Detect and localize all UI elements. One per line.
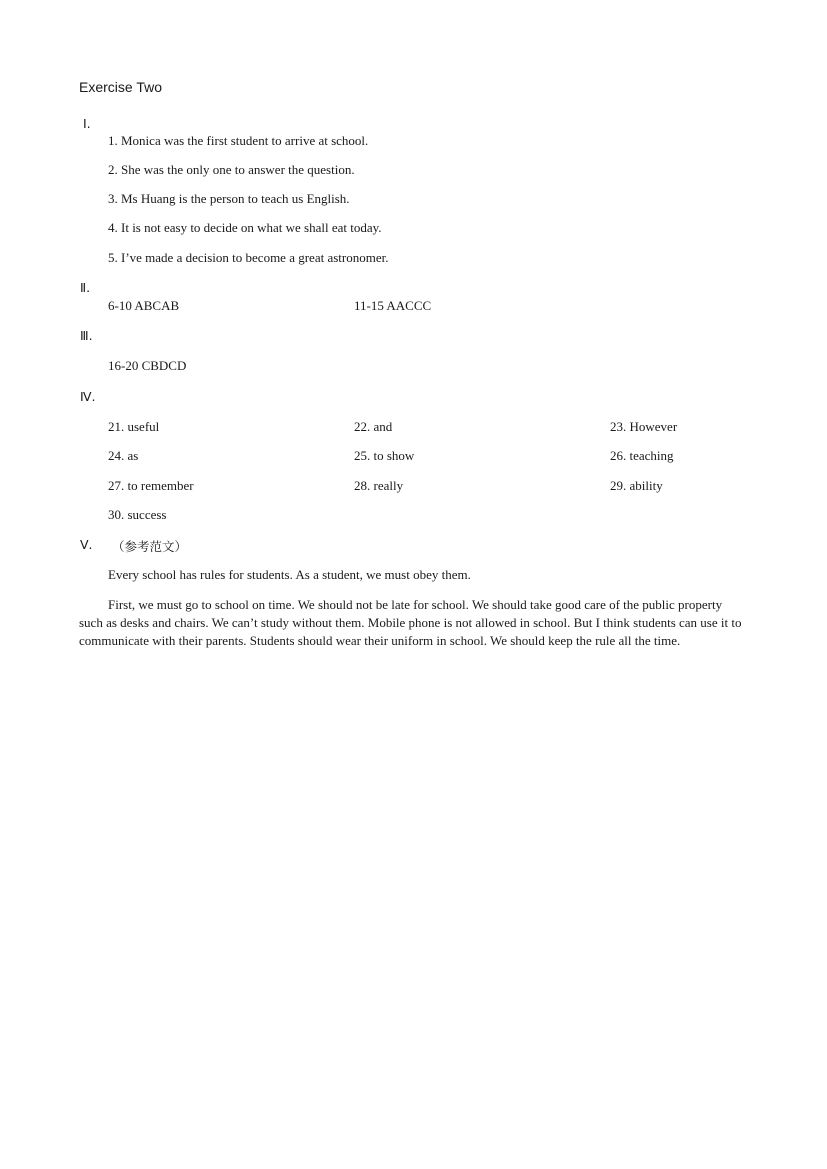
section-4-heading: Ⅳ. [80, 389, 96, 404]
section-5-note: （参考范文） [112, 539, 188, 554]
document-title: Exercise Two [79, 79, 162, 95]
section-4-answer: 22. and [354, 419, 393, 434]
section-4-answer: 24. as [108, 448, 139, 463]
section-2-answer: 6-10 ABCAB [108, 298, 180, 313]
section-4-answer: 30. success [108, 507, 167, 522]
section-1-item: 4. It is not easy to decide on what we shall eat today. [108, 220, 382, 235]
essay-paragraph: Every school has rules for students. As a student, we must obey them. [108, 567, 471, 582]
section-3-answer: 16-20 CBDCD [108, 358, 187, 373]
essay-paragraph: First, we must go to school on time. We should not be late for school. We should take good care of the public property such as desks and chairs. We can’t study without them. Mobile phone is not allowed in school. But I think students can use it to communicate with their parents. Students should wear their uniform in school. We should keep the rule all the time. [79, 597, 742, 648]
section-3-heading: Ⅲ. [80, 328, 93, 343]
section-5-heading: Ⅴ. [80, 537, 93, 552]
section-2-answer: 11-15 AACCC [354, 298, 432, 313]
section-1-item: 1. Monica was the first student to arrive at school. [108, 133, 369, 148]
section-1-item: 3. Ms Huang is the person to teach us English. [108, 191, 350, 206]
section-4-answer: 23. However [610, 419, 678, 434]
section-4-answer: 21. useful [108, 419, 160, 434]
section-4-answer: 29. ability [610, 478, 663, 493]
section-4-answer: 27. to remember [108, 478, 194, 493]
section-1-heading: Ⅰ. [83, 116, 91, 131]
section-1-item: 2. She was the only one to answer the question. [108, 162, 355, 177]
section-4-answer: 25. to show [354, 448, 415, 463]
section-4-answer: 28. really [354, 478, 404, 493]
section-4-answer: 26. teaching [610, 448, 674, 463]
section-1-item: 5. I’ve made a decision to become a great astronomer. [108, 250, 389, 265]
section-2-heading: Ⅱ. [80, 280, 91, 295]
